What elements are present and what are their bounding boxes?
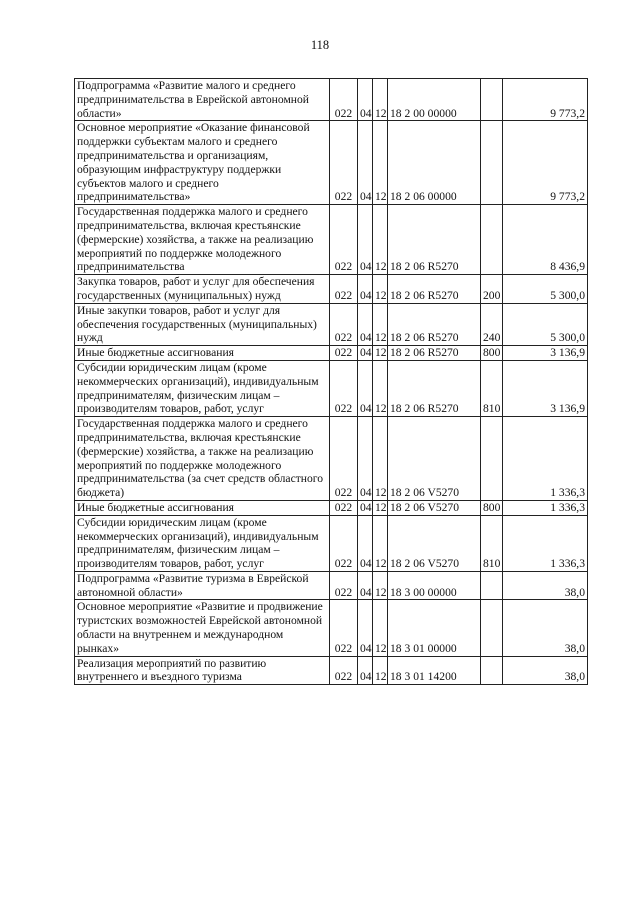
amount-value: 3 136,9 (503, 346, 588, 361)
ministry-code: 022 (330, 121, 358, 205)
target-article-code: 18 2 06 R5270 (388, 303, 481, 345)
subsection-code: 12 (373, 79, 388, 121)
target-article-code: 18 3 00 00000 (388, 571, 481, 600)
ministry-code: 022 (330, 79, 358, 121)
amount-value: 9 773,2 (503, 121, 588, 205)
subsection-code: 12 (373, 417, 388, 501)
amount-value: 5 300,0 (503, 303, 588, 345)
subsection-code: 12 (373, 275, 388, 304)
ministry-code: 022 (330, 500, 358, 515)
table-row (75, 121, 588, 205)
section-code: 04 (358, 275, 373, 304)
row-name: Подпрограмма «Развитие малого и среднего предпринимательства в Еврейской автономной области» (75, 79, 330, 121)
table-row (75, 275, 588, 304)
table-row (75, 500, 588, 515)
expense-type-code (481, 571, 503, 600)
row-name: Государственная поддержка малого и среднего предпринимательства, включая крестьянские (фермерские) хозяйства, а также на реализацию мероприятий по поддержке молодежного предпринимательства (75, 205, 330, 275)
target-article-code: 18 2 06 R5270 (388, 275, 481, 304)
target-article-code: 18 3 01 14200 (388, 656, 481, 685)
section-code: 04 (358, 515, 373, 571)
amount-value: 38,0 (503, 656, 588, 685)
expense-type-code (481, 205, 503, 275)
subsection-code: 12 (373, 515, 388, 571)
row-name: Закупка товаров, работ и услуг для обеспечения государственных (муниципальных) нужд (75, 275, 330, 304)
amount-value: 1 336,3 (503, 500, 588, 515)
section-code: 04 (358, 500, 373, 515)
table-row (75, 515, 588, 571)
subsection-code: 12 (373, 346, 388, 361)
subsection-code: 12 (373, 571, 388, 600)
section-code: 04 (358, 656, 373, 685)
target-article-code: 18 2 06 R5270 (388, 346, 481, 361)
table-row (75, 79, 588, 121)
table-row (75, 417, 588, 501)
budget-table (74, 78, 588, 685)
row-name: Иные бюджетные ассигнования (75, 500, 330, 515)
expense-type-code: 200 (481, 275, 503, 304)
section-code: 04 (358, 600, 373, 656)
section-code: 04 (358, 121, 373, 205)
table-row (75, 656, 588, 685)
amount-value: 1 336,3 (503, 417, 588, 501)
subsection-code: 12 (373, 656, 388, 685)
target-article-code: 18 2 00 00000 (388, 79, 481, 121)
expense-type-code: 240 (481, 303, 503, 345)
ministry-code: 022 (330, 360, 358, 416)
ministry-code: 022 (330, 303, 358, 345)
table-body (75, 79, 588, 685)
ministry-code: 022 (330, 571, 358, 600)
row-name: Иные закупки товаров, работ и услуг для обеспечения государственных (муниципальных) нужд (75, 303, 330, 345)
target-article-code: 18 2 06 R5270 (388, 205, 481, 275)
expense-type-code: 810 (481, 515, 503, 571)
section-code: 04 (358, 79, 373, 121)
ministry-code: 022 (330, 600, 358, 656)
ministry-code: 022 (330, 275, 358, 304)
table-row (75, 303, 588, 345)
expense-type-code (481, 417, 503, 501)
table-row (75, 571, 588, 600)
subsection-code: 12 (373, 303, 388, 345)
amount-value: 5 300,0 (503, 275, 588, 304)
subsection-code: 12 (373, 121, 388, 205)
table-row (75, 205, 588, 275)
target-article-code: 18 2 06 V5270 (388, 417, 481, 501)
ministry-code: 022 (330, 205, 358, 275)
amount-value: 38,0 (503, 600, 588, 656)
amount-value: 9 773,2 (503, 79, 588, 121)
page-number: 118 (310, 38, 330, 52)
expense-type-code: 800 (481, 500, 503, 515)
row-name: Основное мероприятие «Развитие и продвижение туристских возможностей Еврейской автономной области на внутреннем и международном рынках» (75, 600, 330, 656)
section-code: 04 (358, 346, 373, 361)
section-code: 04 (358, 417, 373, 501)
expense-type-code: 800 (481, 346, 503, 361)
expense-type-code (481, 600, 503, 656)
section-code: 04 (358, 360, 373, 416)
section-code: 04 (358, 205, 373, 275)
ministry-code: 022 (330, 417, 358, 501)
table-row (75, 360, 588, 416)
ministry-code: 022 (330, 346, 358, 361)
expense-type-code (481, 656, 503, 685)
subsection-code: 12 (373, 360, 388, 416)
expense-type-code: 810 (481, 360, 503, 416)
row-name: Основное мероприятие «Оказание финансовой поддержки субъектам малого и среднего предпринимательства и организациям, образующим инфраструктуру поддержки субъектов малого и среднего предпринимательства» (75, 121, 330, 205)
amount-value: 1 336,3 (503, 515, 588, 571)
section-code: 04 (358, 571, 373, 600)
table-row (75, 600, 588, 656)
subsection-code: 12 (373, 600, 388, 656)
row-name: Государственная поддержка малого и среднего предпринимательства, включая крестьянские (фермерские) хозяйства, а также на реализацию мероприятий по поддержке молодежного предпринимательства (за счет средств областного бюджета) (75, 417, 330, 501)
row-name: Субсидии юридическим лицам (кроме некоммерческих организаций), индивидуальным предпринимателям, физическим лицам – производителям товаров, работ, услуг (75, 360, 330, 416)
row-name: Подпрограмма «Развитие туризма в Еврейской автономной области» (75, 571, 330, 600)
target-article-code: 18 3 01 00000 (388, 600, 481, 656)
amount-value: 38,0 (503, 571, 588, 600)
target-article-code: 18 2 06 R5270 (388, 360, 481, 416)
amount-value: 3 136,9 (503, 360, 588, 416)
section-code: 04 (358, 303, 373, 345)
target-article-code: 18 2 06 00000 (388, 121, 481, 205)
table-row (75, 346, 588, 361)
subsection-code: 12 (373, 205, 388, 275)
expense-type-code (481, 79, 503, 121)
subsection-code: 12 (373, 500, 388, 515)
target-article-code: 18 2 06 V5270 (388, 515, 481, 571)
ministry-code: 022 (330, 656, 358, 685)
row-name: Иные бюджетные ассигнования (75, 346, 330, 361)
row-name: Реализация мероприятий по развитию внутреннего и въездного туризма (75, 656, 330, 685)
ministry-code: 022 (330, 515, 358, 571)
expense-type-code (481, 121, 503, 205)
row-name: Субсидии юридическим лицам (кроме некоммерческих организаций), индивидуальным предпринимателям, физическим лицам – производителям товаров, работ, услуг (75, 515, 330, 571)
amount-value: 8 436,9 (503, 205, 588, 275)
target-article-code: 18 2 06 V5270 (388, 500, 481, 515)
